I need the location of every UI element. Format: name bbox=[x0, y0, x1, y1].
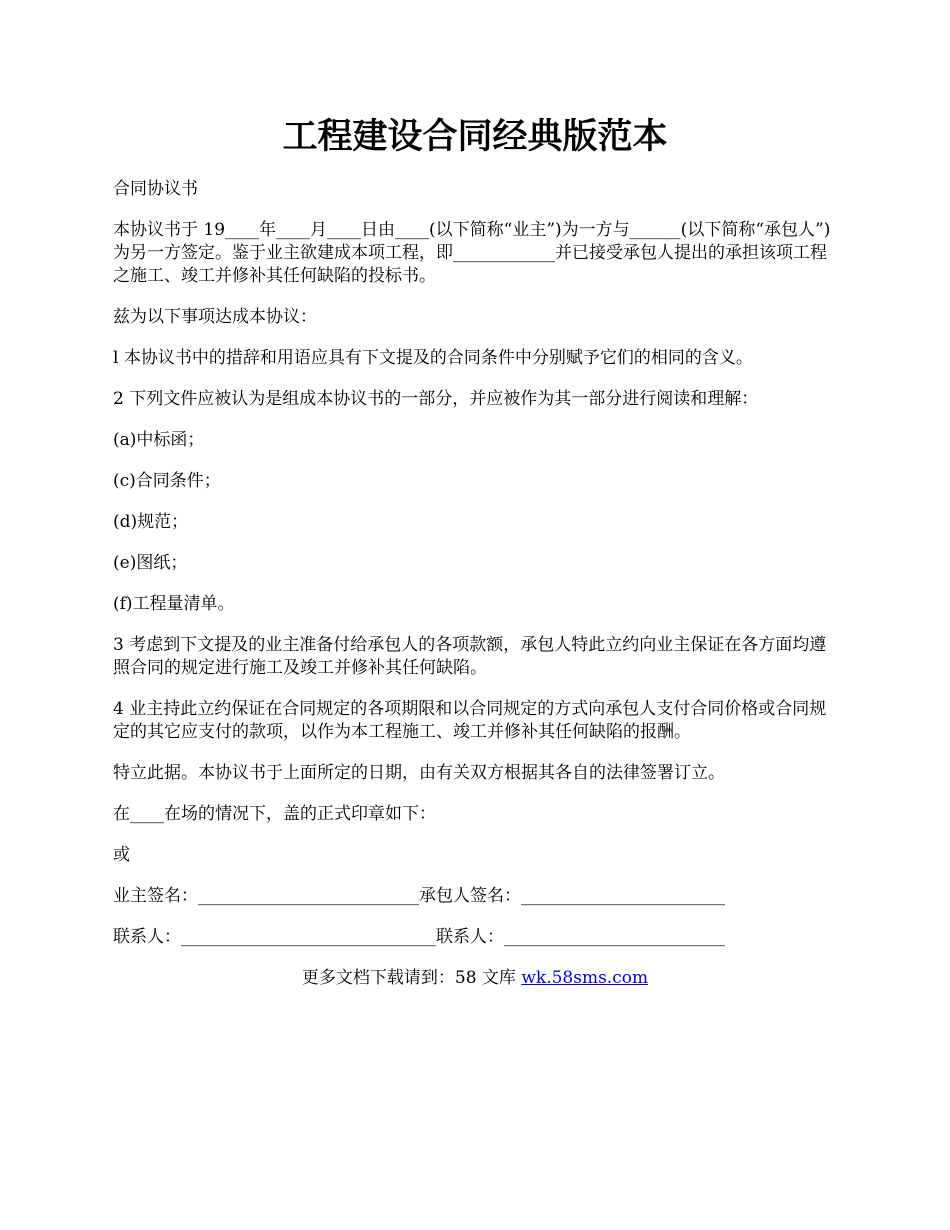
document-title: 工程建设合同经典版范本 bbox=[282, 116, 668, 157]
paragraph-or: 或 bbox=[113, 845, 130, 865]
paragraph-clause-4: 4 业主持此立约保证在合同规定的各项期限和以合同规定的方式向承包人支付合同价格或合同规定的其它应支付的款项，以作为本工程施工、竣工并修补其任何缺陷的报酬。 bbox=[113, 699, 827, 742]
list-item-c: (c)合同条件； bbox=[113, 471, 221, 491]
paragraph-clause-1: l 本协议书中的措辞和用语应具有下文提及的合同条件中分别赋予它们的相同的含义。 bbox=[113, 348, 753, 368]
paragraph-intro: 本协议书于 19____年____月____日由____(以下简称“业主”)为一方与______(以下简称“承包人”)为另一方签定。鉴于业主欲建成本项工程，即____________并已接受承包人提出的承担该项工程之施工、竣工并修补其任何缺陷的投标书。 bbox=[113, 220, 831, 286]
paragraph-clause-2: 2 下列文件应被认为是组成本协议书的一部分，并应被作为其一部分进行阅读和理解： bbox=[113, 389, 759, 409]
list-item-a: (a)中标函； bbox=[113, 430, 205, 450]
list-item-d: (d)规范； bbox=[113, 512, 189, 532]
paragraph-agreement: 兹为以下事项达成本协议： bbox=[113, 307, 317, 327]
list-item-e: (e)图纸； bbox=[113, 553, 188, 573]
footer-text: 更多文档下载请到：58 文库 bbox=[301, 968, 522, 988]
footer bbox=[0, 967, 950, 990]
paragraph-witness: 特立此据。本协议书于上面所定的日期，由有关双方根据其各自的法律签署订立。 bbox=[113, 763, 725, 783]
signature-line: 业主签名：__________________________承包人签名：________________________ bbox=[113, 886, 725, 906]
contact-line: 联系人：______________________________联系人：__________________________ bbox=[113, 927, 725, 947]
paragraph-clause-3: 3 考虑到下文提及的业主准备付给承包人的各项款额，承包人特此立约向业主保证在各方面均遵照合同的规定进行施工及竣工并修补其任何缺陷。 bbox=[113, 635, 827, 678]
document-body bbox=[113, 178, 838, 1007]
paragraph-seal: 在____在场的情况下，盖的正式印章如下： bbox=[113, 804, 436, 824]
list-item-f: (f)工程量清单。 bbox=[113, 594, 235, 614]
section-heading: 合同协议书 bbox=[113, 179, 198, 199]
footer-link[interactable]: wk.58sms.com bbox=[521, 968, 649, 988]
